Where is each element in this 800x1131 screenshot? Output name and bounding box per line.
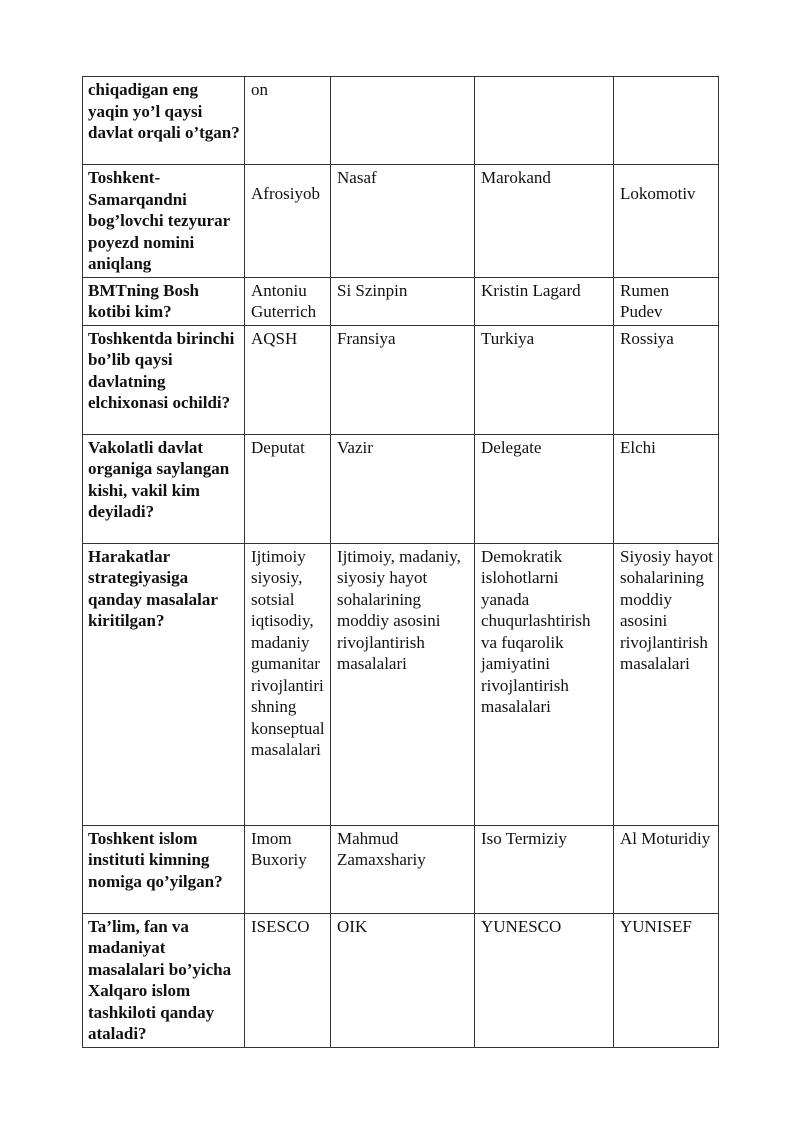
answer-cell: YUNESCO xyxy=(475,913,614,1047)
answer-cell: Ijtimoiy, madaniy, siyosiy hayot sohalarining moddiy asosini rivojlantirish masalalari xyxy=(331,543,475,825)
answer-cell: Nasaf xyxy=(331,165,475,278)
answer-cell: Si Szinpin xyxy=(331,277,475,325)
question-cell: BMTning Bosh kotibi kim? xyxy=(83,277,245,325)
table-row xyxy=(83,543,719,825)
answer-cell: Demokratik islohotlarni yanada chuqurlashtirish va fuqarolik jamiyatini rivojlantirish masalalari xyxy=(475,543,614,825)
question-cell: Toshkent islom instituti kimning nomiga qo’yilgan? xyxy=(83,825,245,913)
question-cell: Toshkent-Samarqandni bog’lovchi tezyurar poyezd nomini aniqlang xyxy=(83,165,245,278)
table-row xyxy=(83,825,719,913)
table-row xyxy=(83,277,719,325)
answer-cell xyxy=(331,77,475,165)
answer-cell: Turkiya xyxy=(475,325,614,434)
answer-cell: Fransiya xyxy=(331,325,475,434)
answer-cell: Marokand xyxy=(475,165,614,278)
answer-cell: OIK xyxy=(331,913,475,1047)
answer-cell: on xyxy=(245,77,331,165)
answer-cell: Imom Buxoriy xyxy=(245,825,331,913)
answer-cell xyxy=(614,77,719,165)
answer-cell: Rumen Pudev xyxy=(614,277,719,325)
answer-cell: Afrosiyob xyxy=(245,165,331,278)
answer-cell: Siyosiy hayot sohalarining moddiy asosini rivojlantirish masalalari xyxy=(614,543,719,825)
table-row xyxy=(83,913,719,1047)
question-cell: Harakatlar strategiyasiga qanday masalalar kiritilgan? xyxy=(83,543,245,825)
table-row xyxy=(83,165,719,278)
quiz-table xyxy=(82,76,719,1048)
answer-cell: Rossiya xyxy=(614,325,719,434)
answer-cell: Kristin Lagard xyxy=(475,277,614,325)
table-row xyxy=(83,325,719,434)
answer-cell: Elchi xyxy=(614,434,719,543)
answer-cell: Lokomotiv xyxy=(614,165,719,278)
question-cell: Ta’lim, fan va madaniyat masalalari bo’yicha Xalqaro islom tashkiloti qanday ataladi? xyxy=(83,913,245,1047)
question-cell: chiqadigan eng yaqin yo’l qaysi davlat orqali o’tgan? xyxy=(83,77,245,165)
answer-cell: Antoniu Guterrich xyxy=(245,277,331,325)
answer-cell: Delegate xyxy=(475,434,614,543)
answer-cell: Iso Termiziy xyxy=(475,825,614,913)
question-cell: Toshkentda birinchi bo’lib qaysi davlatning elchixonasi ochildi? xyxy=(83,325,245,434)
answer-cell xyxy=(475,77,614,165)
question-cell: Vakolatli davlat organiga saylangan kishi, vakil kim deyiladi? xyxy=(83,434,245,543)
answer-cell: Al Moturidiy xyxy=(614,825,719,913)
table-row xyxy=(83,434,719,543)
answer-cell: Mahmud Zamaxshariy xyxy=(331,825,475,913)
answer-cell: Deputat xyxy=(245,434,331,543)
table-row xyxy=(83,77,719,165)
answer-cell: AQSH xyxy=(245,325,331,434)
answer-cell: Ijtimoiy siyosiy, sotsial iqtisodiy, madaniy gumanitar rivojlantirishning konseptual masalalari xyxy=(245,543,331,825)
answer-cell: Vazir xyxy=(331,434,475,543)
answer-cell: ISESCO xyxy=(245,913,331,1047)
answer-cell: YUNISEF xyxy=(614,913,719,1047)
